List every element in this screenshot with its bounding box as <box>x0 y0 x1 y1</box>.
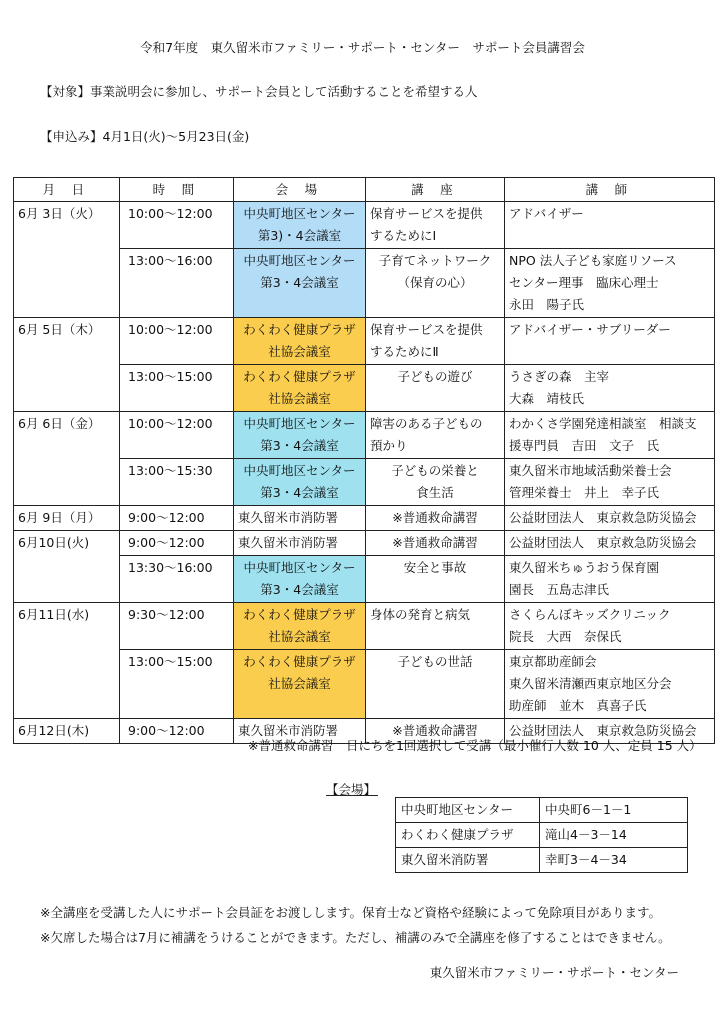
session-venue: 中央町地区センター 第3・4会議室 <box>243 560 356 597</box>
session-venue: 中央町地区センター 第3)・4会議室 <box>243 206 356 243</box>
table-row <box>14 556 715 603</box>
header-time: 時 間 <box>120 178 234 202</box>
footnote-makeup: ※欠席した場合は7月に補講をうけることができます。ただし、補講のみで全講座を修了することはできません。 <box>40 930 671 945</box>
session-time: 10:00～12:00 <box>120 202 234 249</box>
session-course: ※普通救命講習 <box>392 723 478 738</box>
session-lecturer: 東久留米市地域活動栄養士会 管理栄養士 井上 幸子氏 <box>509 463 672 500</box>
session-course: 子育てネットワーク （保育の心） <box>378 253 492 290</box>
session-lecturer: さくらんぼキッズクリニック 院長 大西 奈保氏 <box>509 607 671 644</box>
target-audience: 【対象】事業説明会に参加し、サポート会員として活動することを希望する人 <box>40 84 478 99</box>
session-date: 6月11日(水) <box>14 603 120 719</box>
venue-table <box>395 797 688 873</box>
table-row <box>14 603 715 650</box>
session-course: 子どもの栄養と 食生活 <box>391 463 479 500</box>
session-time: 13:00～15:00 <box>120 650 234 719</box>
venue-heading: 【会場】 <box>326 782 377 797</box>
session-lecturer: 東久留米ちゅうおう保育園 園長 五島志津氏 <box>509 560 660 597</box>
venue-name: 東久留米消防署 <box>396 848 540 873</box>
session-lecturer: 公益財団法人 東京救急防災協会 <box>509 510 697 525</box>
venue-address: 中央町6－1－1 <box>540 798 688 823</box>
application-period: 【申込み】4月1日(火)～5月23日(金) <box>40 129 250 144</box>
session-course: ※普通救命講習 <box>392 535 478 550</box>
table-row <box>14 202 715 249</box>
session-date: 6月 5日（木） <box>14 318 120 412</box>
session-date: 6月10日(火) <box>14 531 120 603</box>
session-course: 保育サービスを提供 するためにⅠ <box>370 206 483 243</box>
session-date: 6月12日(木) <box>14 719 120 744</box>
first-aid-note: ※普通救命講習 日にちを1回選択して受講（最小催行人数 10 人、定員 15 人） <box>248 738 702 753</box>
session-time: 13:00～15:00 <box>120 365 234 412</box>
session-venue: わくわく健康プラザ 社協会議室 <box>243 322 356 359</box>
footnote-certificate: ※全講座を受講した人にサポート会員証をお渡しします。保育士など資格や経験によって免除項目があります。 <box>40 905 661 920</box>
session-time: 13:00～15:30 <box>120 459 234 506</box>
table-row <box>396 823 688 848</box>
session-venue: わくわく健康プラザ 社協会議室 <box>243 654 356 691</box>
session-venue: 東久留米市消防署 <box>238 723 339 738</box>
table-row <box>14 412 715 459</box>
session-course: 子どもの世話 <box>397 654 473 669</box>
session-venue: 中央町地区センター 第3・4会議室 <box>243 463 356 500</box>
table-row <box>14 650 715 719</box>
session-lecturer: 公益財団法人 東京救急防災協会 <box>509 723 697 738</box>
venue-name: 中央町地区センター <box>396 798 540 823</box>
table-row <box>14 318 715 365</box>
table-row <box>14 459 715 506</box>
session-venue: 中央町地区センター 第3・4会議室 <box>243 416 356 453</box>
table-row <box>396 848 688 873</box>
header-date: 月 日 <box>14 178 120 202</box>
table-row <box>14 365 715 412</box>
session-course: 子どもの遊び <box>397 369 473 384</box>
session-venue: わくわく健康プラザ 社協会議室 <box>243 369 356 406</box>
session-time: 9:00～12:00 <box>120 719 234 744</box>
table-header-row <box>14 178 715 202</box>
session-venue: 中央町地区センター 第3・4会議室 <box>243 253 356 290</box>
session-lecturer: うさぎの森 主宰 大森 靖枝氏 <box>509 369 610 406</box>
header-course: 講 座 <box>366 178 505 202</box>
session-course: ※普通救命講習 <box>392 510 478 525</box>
session-lecturer: アドバイザー <box>509 206 584 221</box>
session-date: 6月 9日（月） <box>14 506 120 531</box>
session-time: 9:00～12:00 <box>120 506 234 531</box>
session-course: 保育サービスを提供 するためにⅡ <box>370 322 483 359</box>
table-row <box>396 798 688 823</box>
session-lecturer: 東京都助産師会 東久留米清瀬西東京地区分会 助産師 並木 真喜子氏 <box>509 654 672 713</box>
session-date: 6月 6日（金） <box>14 412 120 506</box>
session-time: 13:00～16:00 <box>120 249 234 318</box>
header-venue: 会 場 <box>234 178 366 202</box>
session-course: 身体の発育と病気 <box>370 607 471 622</box>
schedule-table <box>13 177 715 744</box>
session-lecturer: 公益財団法人 東京救急防災協会 <box>509 535 697 550</box>
venue-heading-underline <box>326 795 378 796</box>
session-date: 6月 3日（火） <box>14 202 120 318</box>
table-row <box>14 531 715 556</box>
session-time: 13:30～16:00 <box>120 556 234 603</box>
venue-name: わくわく健康プラザ <box>396 823 540 848</box>
header-lecturer: 講 師 <box>505 178 715 202</box>
session-lecturer: アドバイザー・サブリーダー <box>509 322 671 337</box>
session-venue: 東久留米市消防署 <box>238 535 339 550</box>
session-lecturer: NPO 法人子ども家庭リソース センター理事 臨床心理士 永田 陽子氏 <box>509 253 677 312</box>
session-venue: 東久留米市消防署 <box>238 510 339 525</box>
page-title: 令和7年度 東久留米市ファミリー・サポート・センター サポート会員講習会 <box>140 40 585 55</box>
table-row <box>14 249 715 318</box>
organization-name: 東久留米市ファミリー・サポート・センター <box>429 965 679 980</box>
table-row <box>14 506 715 531</box>
session-time: 9:30～12:00 <box>120 603 234 650</box>
venue-address: 滝山4－3－14 <box>540 823 688 848</box>
session-venue: わくわく健康プラザ 社協会議室 <box>243 607 356 644</box>
session-course: 障害のある子どもの 預かり <box>370 416 483 453</box>
session-course: 安全と事故 <box>403 560 467 575</box>
session-time: 9:00～12:00 <box>120 531 234 556</box>
session-lecturer: わかくさ学園発達相談室 相談支 援専門員 吉田 文子 氏 <box>509 416 697 453</box>
session-time: 10:00～12:00 <box>120 412 234 459</box>
session-time: 10:00～12:00 <box>120 318 234 365</box>
venue-address: 幸町3－4－34 <box>540 848 688 873</box>
